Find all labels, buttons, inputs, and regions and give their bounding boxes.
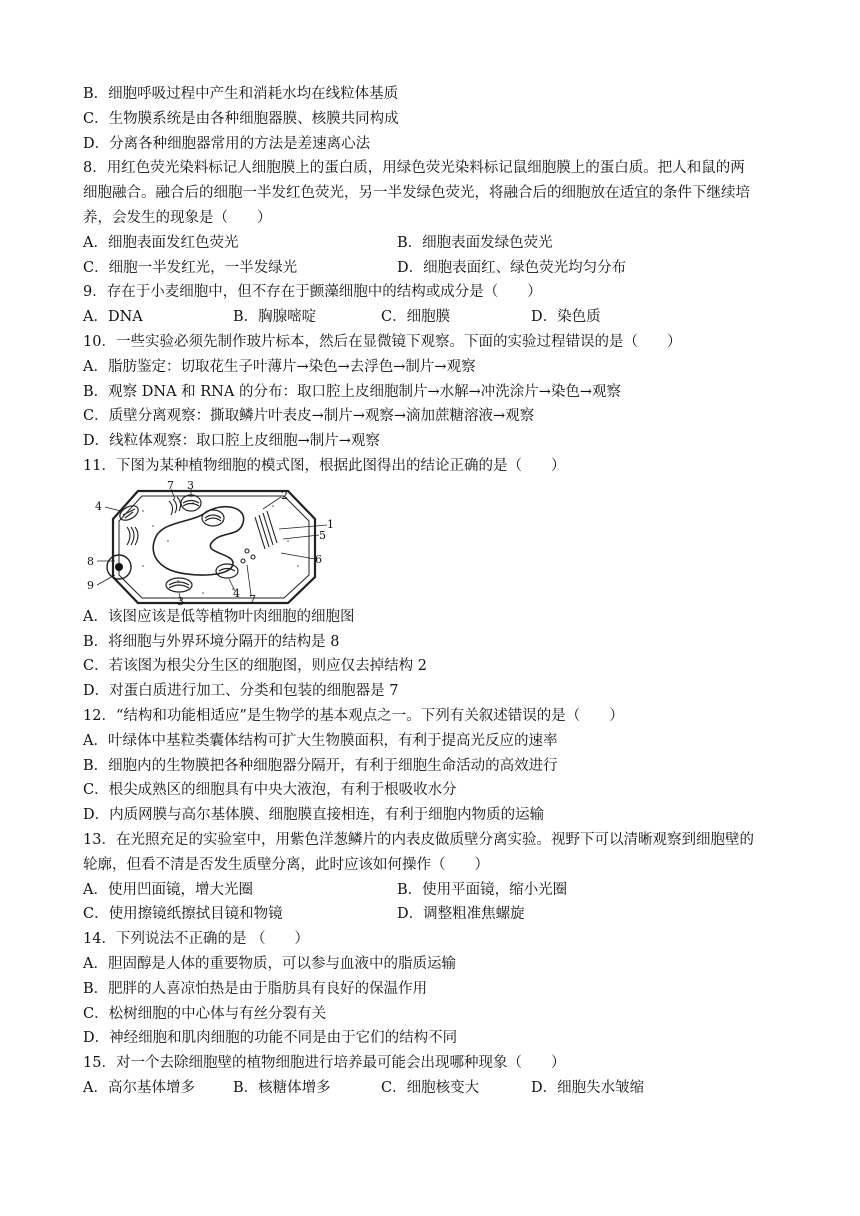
q13-options-row-1 (83, 878, 783, 903)
q10-stem: 10．一些实验必须先制作玻片标本，然后在显微镜下观察。下面的实验过程错误的是（ ） (83, 333, 682, 350)
q11-option-a: A．该图应该是低等植物叶肉细胞的细胞图 (83, 608, 355, 625)
q8-options-row-1 (83, 231, 783, 256)
label-2: 2 (281, 488, 288, 502)
q13-option-a: A．使用凹面镜，增大光圈 (83, 881, 253, 898)
q13-stem-line-2: 轮廓，但看不清是否发生质壁分离，此时应该如何操作（ ） (83, 856, 489, 873)
q7-option-b: B．细胞呼吸过程中产生和消耗水均在线粒体基质 (83, 86, 399, 102)
label-7-top: 7 (167, 480, 174, 492)
q11-stem: 11．下图为某种植物细胞的模式图，根据此图得出的结论正确的是（ ） (83, 457, 566, 474)
q13-option-b: B．使用平面镜，缩小光圈 (397, 881, 568, 898)
q12-option-b: B．细胞内的生物膜把各种细胞器分隔开，有利于细胞生命活动的高效进行 (83, 757, 558, 774)
q12-option-d: D．内质网膜与高尔基体膜、细胞膜直接相连，有利于细胞内物质的运输 (83, 807, 545, 824)
q11-option-d: D．对蛋白质进行加工、分类和包装的细胞器是 7 (83, 683, 399, 700)
q12-option-c: C．根尖成熟区的细胞具有中央大液泡，有利于根吸收水分 (83, 782, 457, 799)
q8-stem-line-1: 8．用红色荧光染料标记人细胞膜上的蛋白质，用绿色荧光染料标记鼠细胞膜上的蛋白质。把人和鼠的两 (83, 160, 745, 177)
q10-option-c: C．质壁分离观察：撕取鳞片叶表皮→制片→观察→滴加蔗糖溶液→观察 (83, 408, 535, 425)
q9-option-d: D．染色质 (531, 309, 601, 326)
q15-option-c: C．细胞核变大 (381, 1079, 480, 1096)
label-8: 8 (87, 554, 94, 568)
q15-option-d: D．细胞失水皱缩 (531, 1079, 645, 1096)
q9-option-b: B．胸腺嘧啶 (233, 309, 317, 326)
q11-option-b: B．将细胞与外界环境分隔开的结构是 8 (83, 633, 340, 650)
q11-option-c: C．若该图为根尖分生区的细胞图，则应仅去掉结构 2 (83, 658, 427, 675)
q14-option-d: D．神经细胞和肌肉细胞的功能不同是由于它们的结构不同 (83, 1030, 458, 1047)
q14-stem: 14．下列说法不正确的是 （ ） (83, 931, 310, 948)
q9-option-c: C．细胞膜 (381, 309, 451, 326)
q9-option-a: A．DNA (83, 309, 143, 326)
label-7-bottom: 7 (249, 592, 256, 605)
q8-option-a: A．细胞表面发红色荧光 (83, 234, 239, 251)
q8-options-row-2 (83, 256, 783, 281)
q13-option-c: C．使用擦镜纸擦拭目镜和物镜 (83, 906, 283, 923)
label-3-top: 3 (187, 480, 194, 492)
q14-option-c: C．松树细胞的中心体与有丝分裂有关 (83, 1005, 327, 1022)
q14-option-a: A．胆固醇是人体的重要物质，可以参与血液中的脂质运输 (83, 955, 456, 972)
q15-option-b: B．核糖体增多 (233, 1079, 331, 1096)
q8-option-d: D．细胞表面红、绿色荧光均匀分布 (397, 259, 627, 276)
q8-option-b: B．细胞表面发绿色荧光 (397, 234, 553, 251)
q10-option-b: B．观察 DNA 和 RNA 的分布：取口腔上皮细胞制片→水解→冲洗涂片→染色→观察 (83, 383, 622, 400)
q9-options-row (83, 305, 783, 330)
q15-options-row (83, 1076, 783, 1101)
q7-option-c: C．生物膜系统是由各种细胞器膜、核膜共同构成 (83, 110, 399, 127)
label-4-bottom: 4 (233, 586, 240, 600)
q12-stem: 12．“结构和功能相适应”是生物学的基本观点之一。下列有关叙述错误的是（ ） (83, 707, 624, 724)
q9-stem: 9．存在于小麦细胞中，但不存在于颤藻细胞中的结构或成分是（ ） (83, 284, 542, 301)
label-9: 9 (87, 578, 94, 592)
q13-option-d: D．调整粗准焦螺旋 (397, 906, 525, 923)
label-1: 1 (327, 517, 334, 531)
q15-stem: 15．对一个去除细胞壁的植物细胞进行培养最可能会出现哪种现象（ ） (83, 1055, 566, 1072)
exam-page (83, 82, 783, 1101)
q10-option-d: D．线粒体观察：取口腔上皮细胞→制片→观察 (83, 433, 380, 450)
q14-option-b: B．肥胖的人喜凉怕热是由于脂肪具有良好的保温作用 (83, 980, 428, 997)
plant-cell-diagram-svg (83, 481, 343, 605)
q8-option-c: C．细胞一半发红光，一半发绿光 (83, 259, 298, 276)
q10-option-a: A．脂肪鉴定：切取花生子叶薄片→染色→去浮色→制片→观察 (83, 358, 476, 375)
q12-option-a: A．叶绿体中基粒类囊体结构可扩大生物膜面积，有利于提高光反应的速率 (83, 732, 558, 749)
q15-option-a: A．高尔基体增多 (83, 1079, 195, 1096)
label-6: 6 (315, 552, 322, 566)
q8-stem-line-2: 细胞融合。融合后的细胞一半发红色荧光，另一半发绿色荧光，将融合后的细胞放在适宜的条件下继续培 (83, 185, 750, 202)
q7-option-d: D．分离各种细胞器常用的方法是差速离心法 (83, 135, 371, 152)
q13-stem-line-1: 13．在光照充足的实验室中，用紫色洋葱鳞片的内表皮做质壁分离实验。视野下可以清晰观察到细胞壁的 (83, 831, 754, 848)
label-4-left: 4 (95, 499, 102, 513)
label-5: 5 (319, 528, 326, 542)
label-3-bottom: 3 (177, 594, 184, 605)
q8-stem-line-3: 养，会发生的现象是（ ） (83, 209, 272, 226)
q13-options-row-2 (83, 902, 783, 927)
plant-cell-diagram (83, 479, 783, 605)
